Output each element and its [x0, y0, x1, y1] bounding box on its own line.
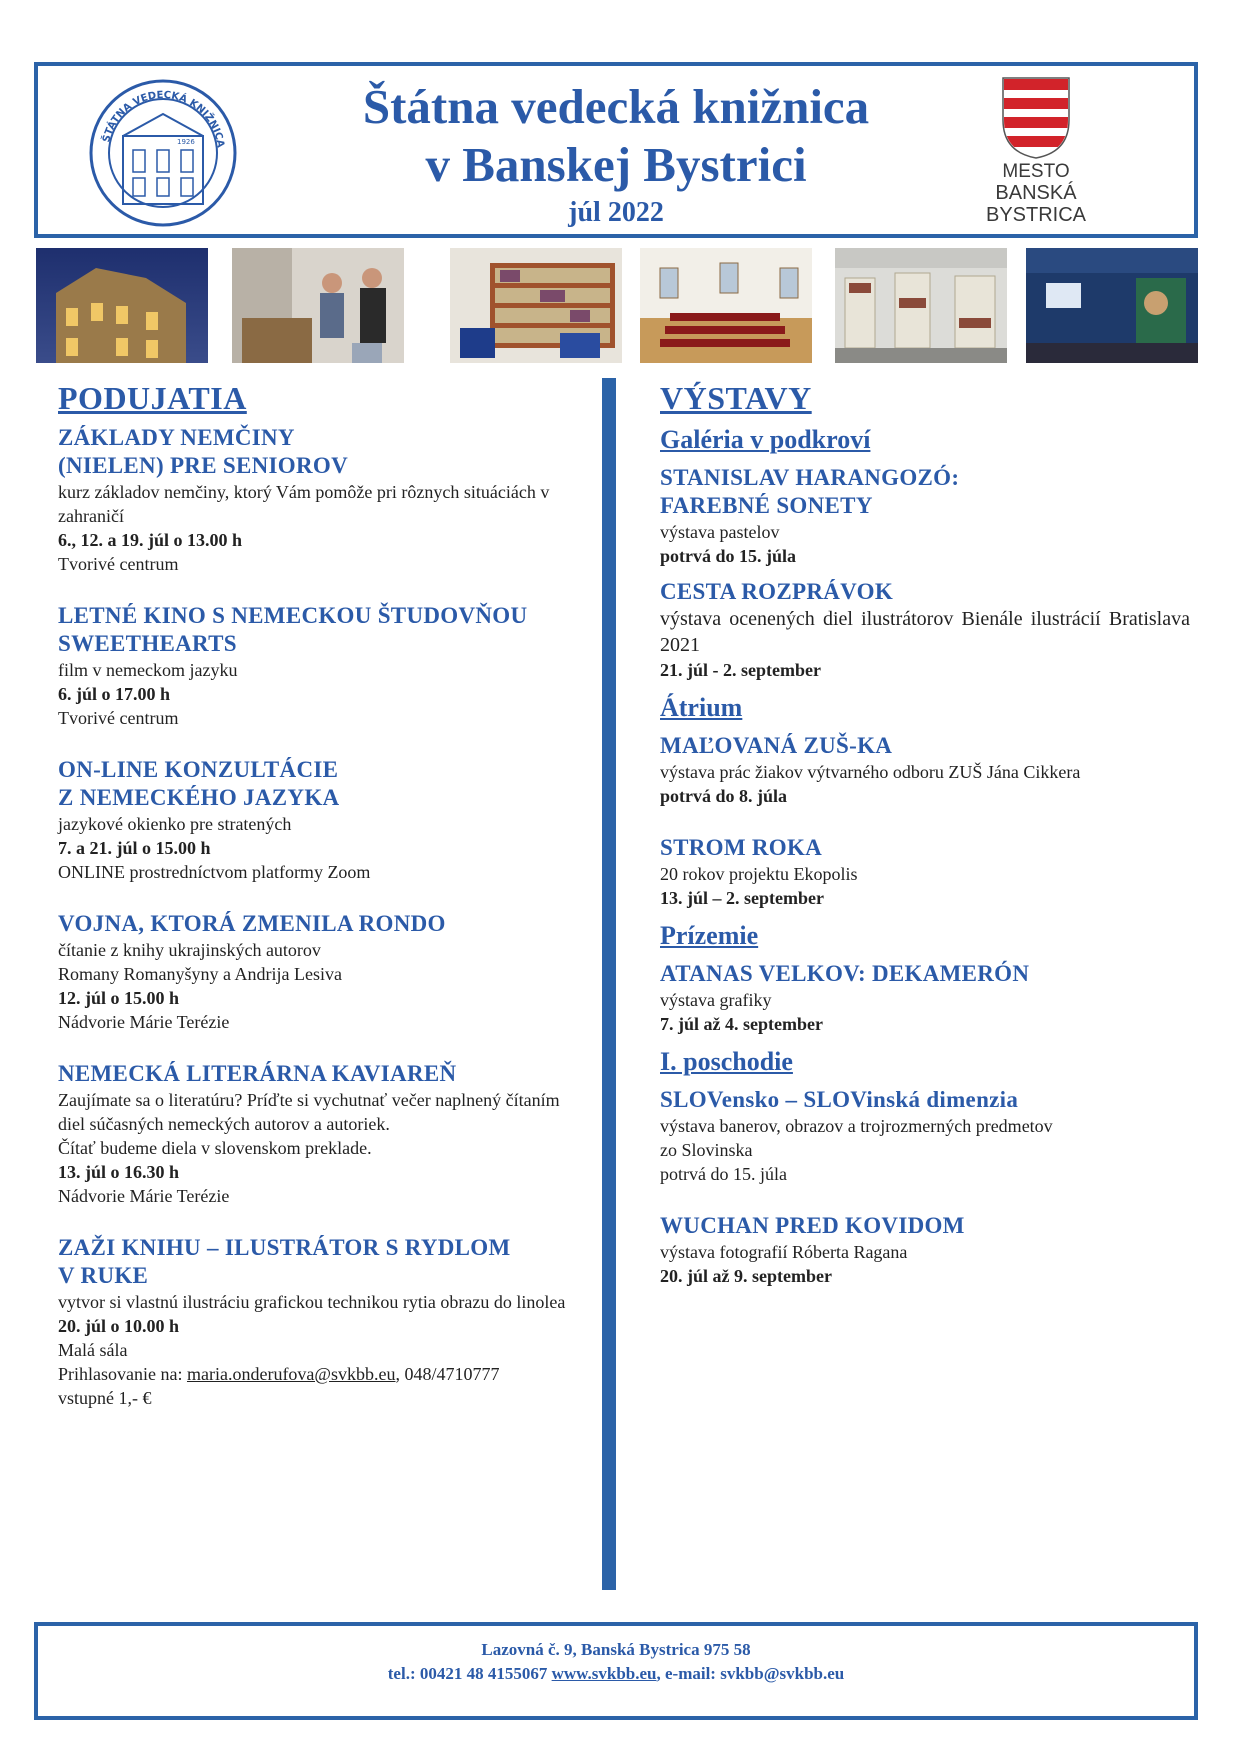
footer-contacts [38, 1662, 1194, 1686]
event-date: 6. júl o 17.00 h [58, 684, 171, 704]
column-divider [602, 378, 616, 1590]
event-place: Malá sála [58, 1340, 128, 1360]
exhibition-item [660, 578, 1190, 682]
entry-fee: vstupné 1,- € [58, 1388, 152, 1408]
event-title: ZÁKLADY NEMČINY (NIELEN) PRE SENIOROV [58, 425, 349, 478]
registration-phone: , 048/4710777 [395, 1364, 500, 1384]
event-description: čítanie z knihy ukrajinských autorov Romany Romanyšyny a Andrija Lesiva [58, 940, 342, 984]
venue-heading-atrium: Átrium [660, 693, 743, 722]
svg-text:1926: 1926 [177, 138, 195, 146]
events-heading: PODUJATIA [58, 380, 247, 416]
event-title: LETNÉ KINO S NEMECKOU ŠTUDOVŇOU SWEETHEARTS [58, 603, 528, 656]
event-date: 7. a 21. júl o 15.00 h [58, 838, 211, 858]
registration-line [58, 1362, 578, 1386]
event-description: vytvor si vlastnú ilustráciu grafickou technikou rytia obrazu do linolea [58, 1292, 566, 1312]
exhibition-date: potrvá do 15. júla [660, 546, 797, 566]
event-date: 6., 12. a 19. júl o 13.00 h [58, 530, 243, 550]
event-item [58, 756, 578, 884]
event-place: ONLINE prostredníctvom platformy Zoom [58, 862, 371, 882]
svg-text:ŠTÁTNA VEDECKÁ KNIŽNICA: ŠTÁTNA VEDECKÁ KNIŽNICA [101, 89, 226, 149]
exhibition-description: výstava ocenených diel ilustrátorov Bienále ilustrácií Bratislava 2021 [660, 608, 1190, 656]
event-description: film v nemeckom jazyku [58, 660, 238, 680]
exhibition-description: výstava prác žiakov výtvarného odboru ZUŠ Jána Cikkera [660, 762, 1081, 782]
event-place: Tvorivé centrum [58, 554, 179, 574]
exhibition-description: výstava pastelov [660, 522, 780, 542]
event-item [58, 602, 578, 730]
event-description: kurz základov nemčiny, ktorý Vám pomôže pri rôznych situáciách v zahraničí [58, 482, 550, 526]
event-place: Tvorivé centrum [58, 708, 179, 728]
event-date: 13. júl o 16.30 h [58, 1162, 180, 1182]
event-place: Nádvorie Márie Terézie [58, 1012, 230, 1032]
footer-email: , e-mail: svkbb@svkbb.eu [656, 1664, 845, 1683]
exhibition-item [660, 464, 1190, 568]
venue-heading-galeria: Galéria v podkroví [660, 425, 871, 454]
lecture-hall-photo [640, 248, 812, 363]
exhibition-description: výstava banerov, obrazov a trojrozmerných predmetov zo Slovinska [660, 1116, 1053, 1160]
exhibition-date: 7. júl až 4. september [660, 1014, 823, 1034]
exhibition-title: WUCHAN PRED KOVIDOM [660, 1213, 965, 1238]
event-date: 20. júl o 10.00 h [58, 1316, 180, 1336]
exhibition-title: MAĽOVANÁ ZUŠ-KA [660, 733, 893, 758]
city-coat-of-arms [946, 76, 1126, 226]
exhibition-date: 20. júl až 9. september [660, 1266, 832, 1286]
event-item [58, 1060, 578, 1208]
registration-email-link[interactable]: maria.onderufova@svkbb.eu [186, 1364, 396, 1384]
exhibition-description: výstava grafiky [660, 990, 772, 1010]
registration-label: Prihlasovanie na: [58, 1364, 187, 1384]
exhibition-title: STROM ROKA [660, 835, 823, 860]
footer-website-link[interactable]: www.svkbb.eu [551, 1664, 657, 1683]
exhibition-item [660, 1212, 1190, 1288]
city-label-line-2: BANSKÁ BYSTRICA [985, 182, 1087, 226]
title-line-1: Štátna vedecká knižnica [362, 79, 870, 134]
exhibition-title: ATANAS VELKOV: DEKAMERÓN [660, 961, 1030, 986]
event-description: jazykové okienko pre stratených [58, 814, 292, 834]
exhibition-item [660, 1086, 1190, 1186]
exhibition-title: SLOVensko – SLOVinská dimenzia [660, 1087, 1019, 1112]
venue-heading-prizemie: Prízemie [660, 921, 759, 950]
exhibition-date: 21. júl - 2. september [660, 660, 821, 680]
exhibition-description: 20 rokov projektu Ekopolis [660, 864, 858, 884]
exhibition-title: STANISLAV HARANGOZÓ: FAREBNÉ SONETY [660, 465, 960, 518]
exhibition-title: CESTA ROZPRÁVOK [660, 579, 894, 604]
exhibitions-heading: VÝSTAVY [660, 380, 812, 416]
event-place: Nádvorie Márie Terézie [58, 1186, 230, 1206]
exhibition-description: výstava fotografií Róberta Ragana [660, 1242, 908, 1262]
events-column [58, 378, 578, 1436]
event-description: Zaujímate sa o literatúru? Príďte si vychutnať večer naplnený čítaním diel súčasných nemeckých autorov a autoriek. Čítať budeme diela v slovenskom preklade. [58, 1090, 560, 1158]
exhibition-item [660, 960, 1190, 1036]
open-shelves-photo [835, 248, 1007, 363]
footer-address: Lazovná č. 9, Banská Bystrica 975 58 [481, 1640, 751, 1659]
title-line-2: v Banskej Bystrici [425, 137, 807, 192]
event-title: VOJNA, KTORÁ ZMENILA RONDO [58, 911, 446, 936]
city-label-line-1: MESTO [1002, 161, 1070, 182]
bookshelves-armchair-photo [450, 248, 622, 363]
venue-heading-poschodie: I. poschodie [660, 1047, 793, 1076]
event-date: 12. júl o 15.00 h [58, 988, 180, 1008]
event-title: NEMECKÁ LITERÁRNA KAVIAREŇ [58, 1061, 457, 1086]
exhibition-room-photo [1026, 248, 1198, 363]
header-box [34, 62, 1198, 238]
exhibition-item [660, 834, 1190, 910]
footer-box [34, 1622, 1198, 1720]
event-title: ZAŽI KNIHU – ILUSTRÁTOR S RYDLOM V RUKE [58, 1235, 511, 1288]
exhibition-duration: potrvá do 15. júla [660, 1164, 787, 1184]
coat-of-arms-icon [1001, 76, 1071, 160]
reading-room-visitors-photo [232, 248, 404, 363]
event-item [58, 910, 578, 1034]
event-title: ON-LINE KONZULTÁCIE Z NEMECKÉHO JAZYKA [58, 757, 340, 810]
month-label: júl 2022 [568, 197, 664, 228]
exhibitions-column [660, 378, 1190, 1314]
photo-strip [0, 248, 1240, 363]
event-item [58, 1234, 578, 1410]
footer-phone: tel.: 00421 48 4155067 [387, 1664, 552, 1683]
event-item [58, 424, 578, 576]
library-building-photo [36, 248, 208, 363]
exhibition-item [660, 732, 1190, 808]
exhibition-date: 13. júl – 2. september [660, 888, 824, 908]
exhibition-date: potrvá do 8. júla [660, 786, 788, 806]
